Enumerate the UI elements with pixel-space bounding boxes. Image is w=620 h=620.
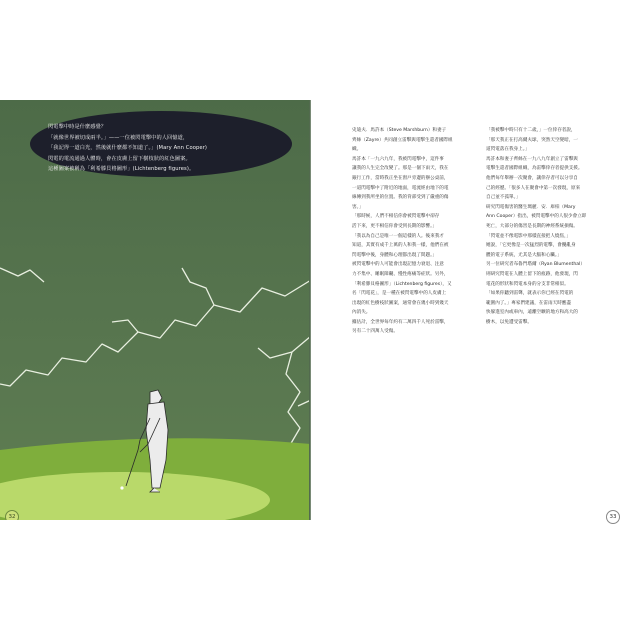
bubble-line: 閃電的電流通過人體時，會在皮膚上留下樹枝狀的紅色圖案。 <box>48 155 191 162</box>
text-line: 他們每年舉辦一次聚會，讓倖存者可以分享自 <box>486 175 578 181</box>
text-line: 齊絲（Zayre）共同創立雷擊與電擊生還者國際組 <box>352 137 453 143</box>
text-line: 電擊生還者國際組織，為雷擊倖存者提供支援。 <box>486 166 583 172</box>
bubble-line: 閃電擊中時是什麼感覺？ <box>48 124 117 130</box>
text-line: 「那時候，人們不相信你會被閃電擊中卻存 <box>352 214 440 220</box>
text-line: 閃電擊中後，身體和心理都出現了問題。」 <box>352 252 437 258</box>
text-line: 讓我的人生完全改變了。那是一個下雨天，我在 <box>352 166 449 172</box>
text-line: 電花的形狀和閃電本身的分支非常相似。 <box>486 281 569 287</box>
right-page-text <box>311 100 620 520</box>
text-column-2 <box>477 126 597 327</box>
text-line: 線傳到我所坐的位置。我的背部受到了嚴重的傷 <box>352 195 449 201</box>
text-line: 名「閃電花」，是一種在被閃電擊中的人皮膚上 <box>352 291 447 297</box>
speech-bubble-text <box>48 122 276 175</box>
bubble-line: 「我記得一道白光，然後就什麼都不知道了。」(Mary Ann Cooper) <box>48 145 208 151</box>
text-line: 另有二十四萬人受傷。 <box>352 329 398 335</box>
text-line: 「如果你聽到雷聲，就表示你已經在閃電的 <box>486 291 574 297</box>
text-line: 則研究閃電在人體上留下的痕跡，他發現，閃 <box>486 271 578 277</box>
text-line: 「利希滕貝格圖形」（Lichtenberg figures），又 <box>352 281 452 287</box>
golf-ball <box>120 486 123 489</box>
text-line: Ann Cooper）指出，被閃電擊中的人很少會立即 <box>486 214 587 220</box>
text-line: 研究閃電傷害的醫生瑪麗．安．庫柏（Mary <box>486 204 576 210</box>
text-line: 「我以為自己是唯一一個這樣的人。後來我才 <box>352 233 444 239</box>
text-line: 「那天我正在打高爾夫球，突然天空變暗，一 <box>486 137 578 143</box>
text-line: 織。 <box>352 147 362 153</box>
text-column-1 <box>343 126 463 337</box>
text-line: 體的電子系統，尤其是大腦和心臟。」 <box>486 252 562 258</box>
text-line: 自己並不孤單。」 <box>486 195 521 201</box>
page-number-left: 32 <box>5 510 19 520</box>
text-line: 內消失。 <box>352 310 371 316</box>
text-line: 被閃電擊中的人可能會出現記憶力衰退、注意 <box>352 262 444 268</box>
text-line: 據估計，全世界每年約有二萬四千人死於雷擊， <box>352 319 449 325</box>
text-line: 己的經歷。「很多人在聚會中第一次發現，原來 <box>486 185 581 191</box>
text-line: 「我被擊中時只有十二歲，」一位倖存者說， <box>486 128 576 133</box>
text-line: 史迪夫．馬許本（Steve Marshburn）和妻子 <box>352 128 447 133</box>
text-line: 活下來，更不相信你會受到長期的影響。」 <box>352 223 437 229</box>
text-line: 害。」 <box>352 204 364 210</box>
text-line: 快躲進室內或車內，遠離空曠的地方和高大的 <box>486 310 578 316</box>
text-line: 力不集中、睡眠障礙、慢性疼痛等症狀。另外， <box>352 271 449 277</box>
text-line: 樹木，以免遭受雷擊。 <box>486 319 532 325</box>
text-line: 馬許本「一九六九年，我被閃電擊中，這件事 <box>352 156 444 162</box>
text-line: 一道閃電擊中了附近的地面，電流經由地下的電 <box>352 185 449 191</box>
text-line: 道閃電落在我身上。」 <box>486 147 530 153</box>
text-line: 馬許本和妻子齊絲在一九八九年創立了雷擊與 <box>486 156 578 162</box>
text-line: 「閃電並不像電影中那樣直接把人燒焦，」 <box>486 233 571 239</box>
book-spread <box>0 100 620 520</box>
text-line: 死亡，大部分的傷害是長期的神經系統損傷。 <box>486 223 578 229</box>
text-line: 出現的紅色樹枝狀圖案，通常會在幾小時到幾天 <box>352 300 449 306</box>
page-number-right: 33 <box>606 510 620 524</box>
text-line: 她說，「它更像是一次猛烈的電擊，會擾亂身 <box>486 243 576 249</box>
text-columns <box>343 126 593 486</box>
bubble-line: 這種圖案被稱為「利希滕貝格圖形」(Lichtenberg figures)。 <box>48 166 195 172</box>
left-page-illustration <box>0 100 311 520</box>
text-line: 知道，其實有成千上萬的人和我一樣，他們在被 <box>352 243 449 249</box>
text-line: 另一位研究者布魯門塔爾（Ryan Blumenthal） <box>486 262 585 268</box>
bubble-line: 「就像世界被切成兩半。」——一位被閃電擊中的人回憶道， <box>48 134 189 141</box>
text-line: 銀行工作，當時我正坐在窗戶旁邊的辦公桌前， <box>352 175 449 181</box>
text-line: 範圍內了。」專家們建議，在雷雨天時應盡 <box>486 300 571 306</box>
